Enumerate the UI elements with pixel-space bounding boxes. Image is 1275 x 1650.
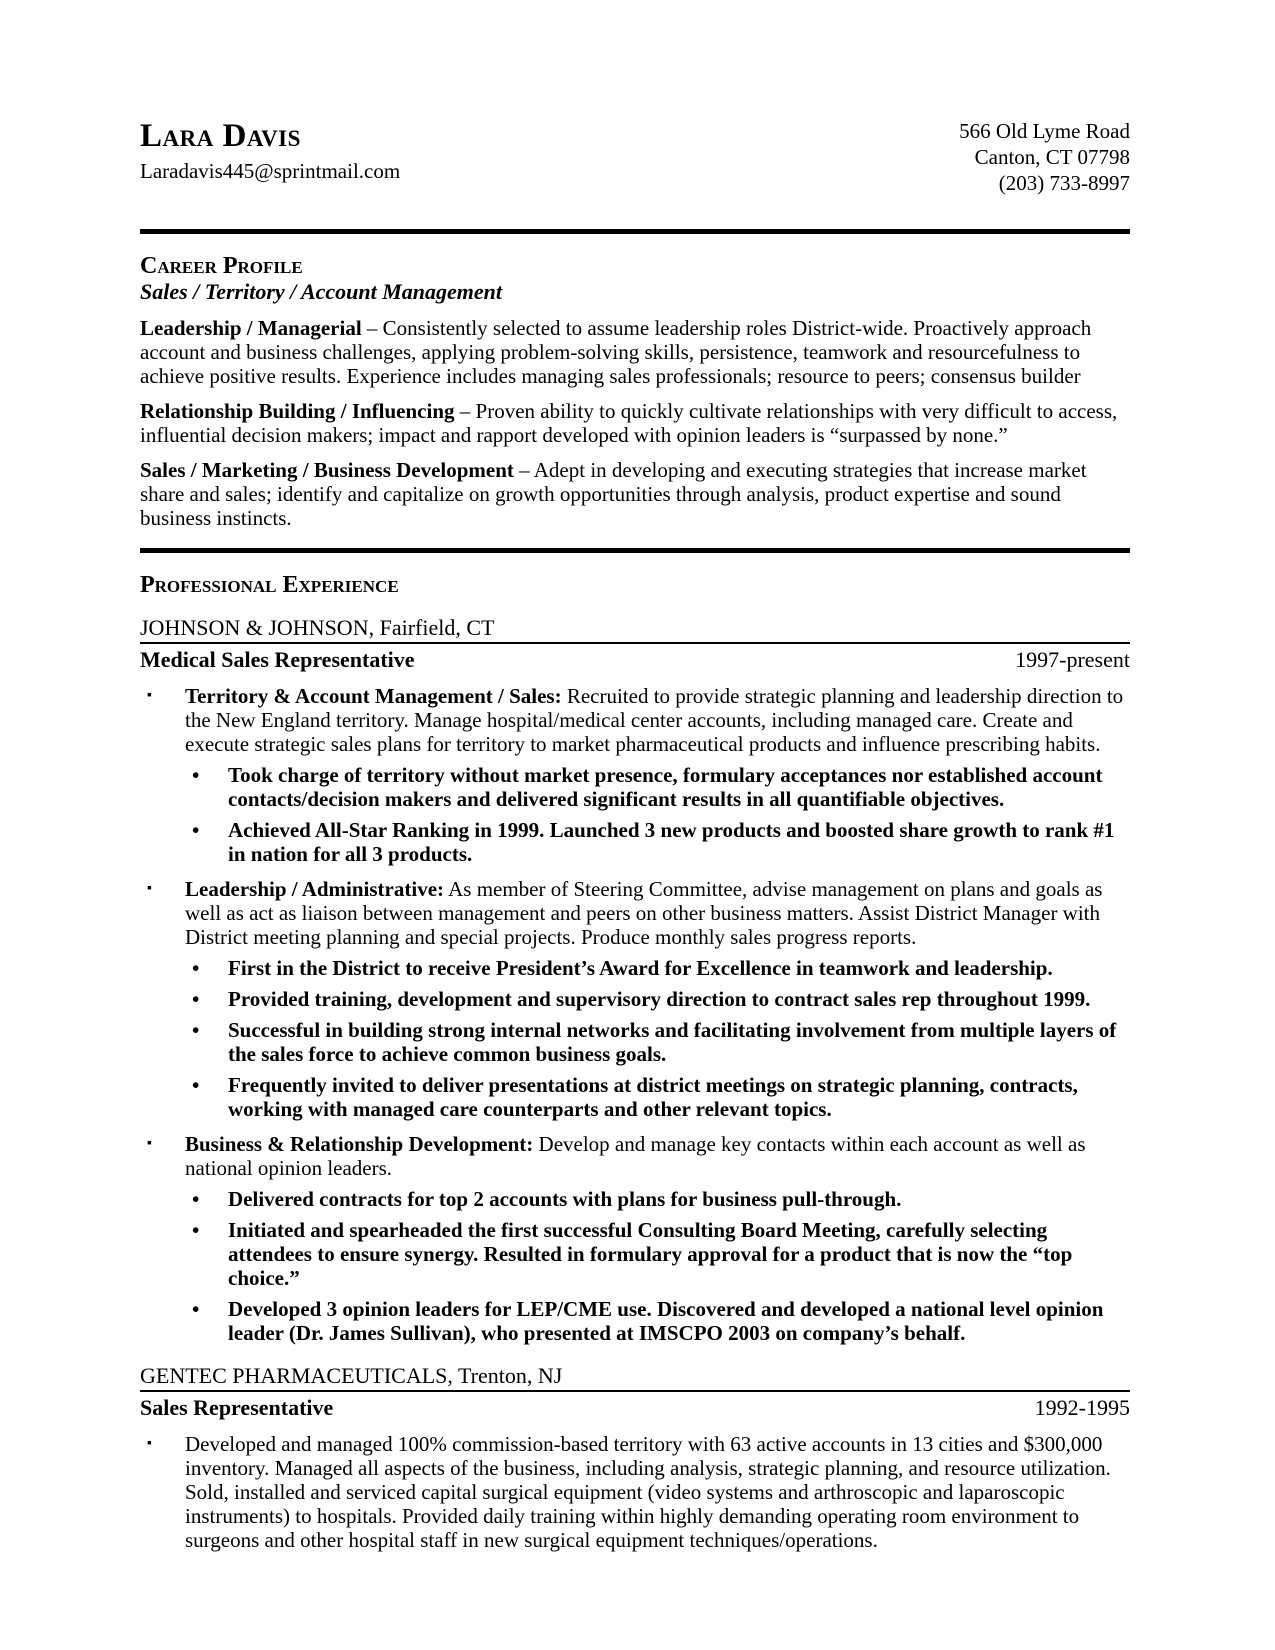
job-title: Sales Representative [140, 1395, 334, 1420]
job-entry [140, 1363, 1130, 1552]
dot-bullet-icon: • [192, 1297, 200, 1321]
company-name: GENTEC PHARMACEUTICALS, Trenton, NJ [140, 1363, 1130, 1392]
career-profile-subheading: Sales / Territory / Account Management [140, 279, 503, 304]
sub-bullet-text: First in the District to receive President’s Award for Excellence in teamwork and leadership. [228, 956, 1053, 980]
sub-bullet-text: Frequently invited to deliver presentations at district meetings on strategic planning, contracts, working with managed care counterparts and other relevant topics. [228, 1073, 1078, 1121]
dot-bullet-icon: • [192, 987, 200, 1011]
square-bullet-icon: ▪ [147, 881, 152, 896]
address-line-2: Canton, CT 07798 [974, 145, 1130, 169]
section-divider [140, 548, 1130, 553]
bullet-item [140, 1132, 1130, 1180]
career-profile-heading: Career Profile [140, 253, 303, 279]
bullet-text: Developed and managed 100% commission-based territory with 63 active accounts in 13 cities and $300,000 inventory. Managed all aspects of the business, including analysis, strategic planning, and resource utilization. Sold, installed and serviced capital surgical equipment (video systems and arthroscopic and laparoscopic instruments) to hospitals. Provided daily training within highly demanding operating room environment to surgeons and other hospital staff in new surgical equipment techniques/operations. [185, 1432, 1111, 1552]
dot-bullet-icon: • [192, 1187, 200, 1211]
dot-bullet-icon: • [192, 1218, 200, 1242]
job-title-row [140, 1392, 1130, 1421]
bullet-body: As member of Steering Committee, advise management on plans and goals as well as act as liaison between management and peers on other business matters. Assist District Manager with District meeting planning and special projects. Produce monthly sales progress reports. [185, 877, 1103, 949]
sub-bullet-item [140, 1297, 1130, 1345]
dot-bullet-icon: • [192, 1073, 200, 1097]
sub-bullet-text: Initiated and spearheaded the first successful Consulting Board Meeting, carefully selecting attendees to ensure synergy. Resulted in formulary approval for a product that is now the “top choice.” [228, 1218, 1073, 1290]
bullet-text [185, 1132, 1130, 1180]
profile-paragraph [140, 316, 1130, 388]
profile-paragraph [140, 399, 1130, 447]
sub-bullet-item [140, 1218, 1130, 1290]
square-bullet-icon: ▪ [147, 688, 152, 703]
paragraph-text: – Proven ability to quickly cultivate relationships with very difficult to access, influential decision makers; impact and rapport developed with opinion leaders is “surpassed by none.” [140, 399, 1118, 447]
sub-bullet-item [140, 763, 1130, 811]
bullet-item [140, 684, 1130, 756]
sub-bullet-item [140, 1018, 1130, 1066]
email-text: Laradavis445@sprintmail.com [140, 159, 401, 183]
sub-bullet-item [140, 987, 1130, 1011]
bullet-item [140, 877, 1130, 949]
address-line-1: 566 Old Lyme Road [959, 119, 1130, 143]
paragraph-text: – Adept in developing and executing strategies that increase market share and sales; identify and capitalize on growth opportunities through analysis, product expertise and sound business instincts. [140, 458, 1087, 530]
sub-bullet-item [140, 1073, 1130, 1121]
bullet-text [185, 684, 1130, 756]
experience-heading: Professional Experience [140, 572, 399, 598]
paragraph-text: – Consistently selected to assume leadership roles District-wide. Proactively approach account and business challenges, applying problem-solving skills, persistence, teamwork and resourcefulness to achieve positive results. Experience includes managing sales professionals; resource to peers; consensus builder [140, 316, 1092, 388]
bullet-text [185, 877, 1130, 949]
dot-bullet-icon: • [192, 1018, 200, 1042]
contact-block [959, 118, 1130, 196]
bullet-body: Recruited to provide strategic planning and leadership direction to the New England territory. Manage hospital/medical center accounts, including managed care. Create and execute strategic sales plans for territory to market pharmaceutical products and influence prescribing habits. [185, 684, 1124, 756]
sub-bullet-text: Delivered contracts for top 2 accounts with plans for business pull-through. [228, 1187, 902, 1211]
bullet-body: Develop and manage key contacts within each account as well as national opinion leaders. [185, 1132, 1086, 1180]
header [140, 118, 1130, 196]
square-bullet-icon: ▪ [147, 1436, 152, 1451]
sub-bullet-text: Successful in building strong internal networks and facilitating involvement from multiple layers of the sales force to achieve common business goals. [228, 1018, 1117, 1066]
bullet-lead: Business & Relationship Development: [185, 1132, 534, 1156]
job-title: Medical Sales Representative [140, 647, 415, 672]
job-title-row [140, 644, 1130, 673]
bullet-lead: Leadership / Administrative: [185, 877, 445, 901]
sub-bullet-item [140, 956, 1130, 980]
dot-bullet-icon: • [192, 763, 200, 787]
job-dates: 1992-1995 [1034, 1395, 1130, 1420]
sub-bullet-text: Developed 3 opinion leaders for LEP/CME use. Discovered and developed a national level opinion leader (Dr. James Sullivan), who presented at IMSCPO 2003 on company’s behalf. [228, 1297, 1104, 1345]
candidate-name: Lara Davis [140, 118, 301, 154]
paragraph-lead: Relationship Building / Influencing [140, 399, 455, 423]
sub-bullet-text: Took charge of territory without market presence, formulary acceptances nor established account contacts/decision makers and delivered significant results in all quantifiable objectives. [228, 763, 1103, 811]
phone-number: (203) 733-8997 [998, 171, 1130, 195]
paragraph-lead: Sales / Marketing / Business Development [140, 458, 514, 482]
job-dates: 1997-present [1015, 647, 1130, 672]
dot-bullet-icon: • [192, 956, 200, 980]
sub-bullet-text: Achieved All-Star Ranking in 1999. Launched 3 new products and boosted share growth to rank #1 in nation for all 3 products. [228, 818, 1115, 866]
header-left [140, 118, 400, 183]
sub-bullet-item [140, 818, 1130, 866]
section-divider [140, 229, 1130, 234]
company-name: JOHNSON & JOHNSON, Fairfield, CT [140, 615, 1130, 644]
square-bullet-icon: ▪ [147, 1136, 152, 1151]
job-entry [140, 615, 1130, 1345]
bullet-item [140, 1432, 1130, 1552]
profile-paragraph [140, 458, 1130, 530]
dot-bullet-icon: • [192, 818, 200, 842]
sub-bullet-text: Provided training, development and supervisory direction to contract sales rep throughout 1999. [228, 987, 1091, 1011]
bullet-lead: Territory & Account Management / Sales: [185, 684, 562, 708]
paragraph-lead: Leadership / Managerial [140, 316, 362, 340]
sub-bullet-item [140, 1187, 1130, 1211]
